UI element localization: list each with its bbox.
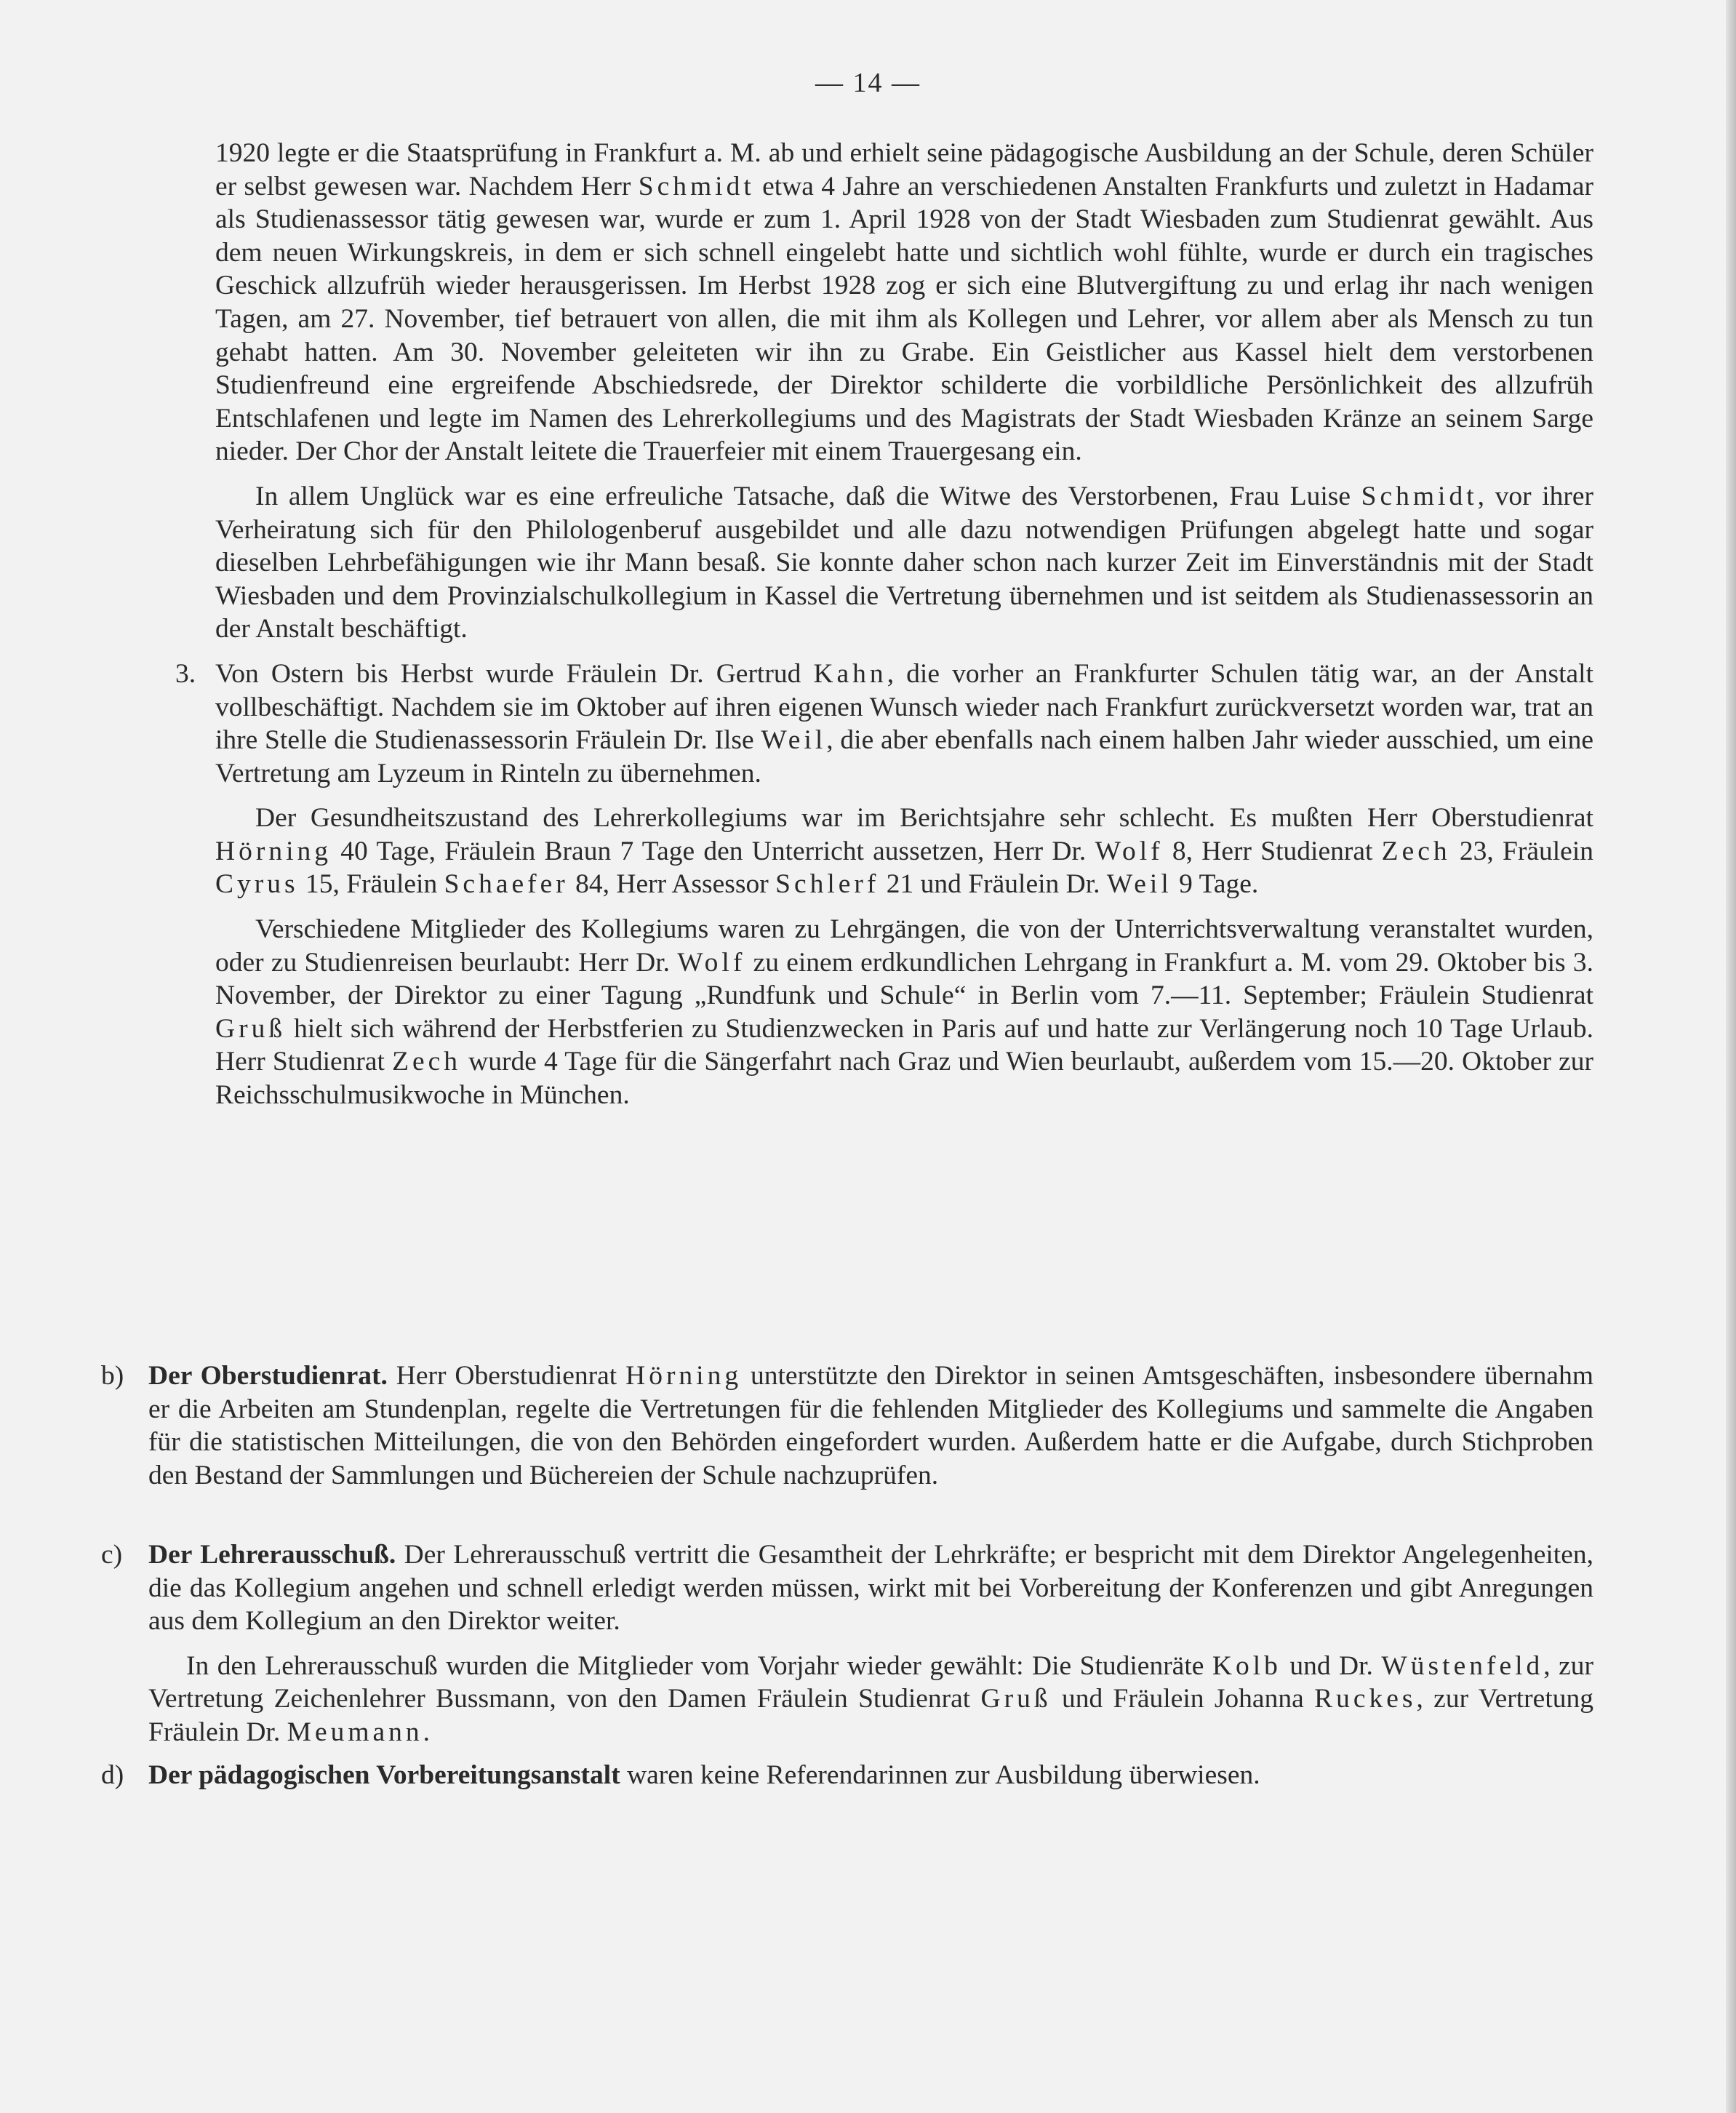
text-run: , vor ihrer Verheiratung sich für den Philologenberuf ausgebildet und alle dazu notwendigen Prüfungen abgelegt hatte und sogar dieselben Lehrbefähigungen wie ihr Mann besaß. Sie konnte daher schon nach kurzer Zeit im Einverständnis mit der Stadt Wiesbaden und dem Provinzialschulkollegium in Kassel die Vertretung übernehmen und ist seitdem als Studienassessorin an der Anstalt beschäftigt. <box>215 481 1593 644</box>
text-run: unterstützte den Direktor in seinen Amtsgeschäften, insbesondere übernahm er die Arbeiten am Stundenplan, regelte die Vertretungen für die fehlenden Mitglieder des Kollegiums und sammelte die Angaben für die statistischen Mitteilungen, die von den Behörden eingefordert wurden. Außerdem hatte er die Aufgabe, durch Stichproben den Bestand der Sammlungen und Büchereien der Schule nachzuprüfen. <box>148 1361 1593 1490</box>
text-run: In den Lehrerausschuß wurden die Mitglieder vom Vorjahr wieder gewählt: Die Studienräte <box>186 1650 1212 1681</box>
name-spaced: Zech <box>1381 836 1451 866</box>
name-spaced: Wolf <box>677 947 746 978</box>
text-run: und Fräulein Johanna <box>1051 1684 1315 1714</box>
text-run: , die vorher an Frankfurter Schulen tätig war, an der Anstalt vollbeschäftigt. Nachdem sie im Oktober auf ihren eigenen Wunsch wieder nach Frankfurt zurückversetzt worden war, trat an ihre Stelle die Studienassessorin Fräulein Dr. Ilse <box>215 658 1593 756</box>
text-run: waren keine Referendarinnen zur Ausbildung überwiesen. <box>620 1760 1260 1790</box>
section-c-members <box>148 1650 1593 1749</box>
text-run: 21 und Fräulein Dr. <box>879 869 1107 900</box>
text-run: In allem Unglück war es eine erfreuliche Tatsache, daß die Witwe des Verstorbenen, Frau Luise <box>255 481 1361 511</box>
text-run: Der Lehrerausschuß vertritt die Gesamtheit der Lehrkräfte; er bespricht mit dem Direktor Angelegenheiten, die das Kollegium angehen und schnell erledigt werden müssen, wirkt mit bei Vorbereitung der Konferenzen und gibt Anregungen aus dem Kollegium an den Direktor weiter. <box>148 1540 1593 1637</box>
text-run: wurde 4 Tage für die Sängerfahrt nach Graz und Wien beurlaubt, außerdem vom 15.—20. Oktober zur Reichsschulmusikwoche in München. <box>215 1047 1593 1111</box>
text-run: 1920 legte er die Staatsprüfung in Frankfurt a. M. ab und erhielt seine pädagogische Ausbildung an der Schule, deren Schüler er selbst gewesen war. Nachdem Herr <box>215 138 1593 201</box>
name-spaced: Cyrus <box>215 869 299 900</box>
section-heading: Der pädagogischen Vorbereitungsanstalt <box>148 1760 620 1790</box>
paragraph-courses <box>215 913 1593 1112</box>
name-spaced: Wolf <box>1095 836 1164 866</box>
text-run: , zur Vertretung Fräulein Dr. <box>148 1684 1593 1747</box>
text-run: 40 Tage, Fräulein Braun 7 Tage den Unterricht aussetzen, Herr Dr. <box>332 836 1095 866</box>
name-spaced: Weil <box>1106 869 1172 900</box>
text-run: Herr Oberstudienrat <box>387 1361 626 1391</box>
section-c-lehrerausschuss <box>102 1538 1593 1749</box>
name-spaced: Schmidt <box>1361 481 1478 511</box>
text-run: , zur Vertretung Zeichenlehrer Bussmann, von den Damen Fräulein Studienrat <box>148 1650 1593 1714</box>
text-run: Der Gesundheitszustand des Lehrerkollegiums war im Berichtsjahre sehr schlecht. Es mußten Herr Oberstudienrat <box>255 803 1593 834</box>
text-run: 9 Tage. <box>1172 869 1259 900</box>
paragraph-health <box>215 802 1593 901</box>
name-spaced: Gruß <box>980 1684 1052 1714</box>
text-run: 84, Herr Assessor <box>568 869 776 900</box>
text-run: und Dr. <box>1281 1650 1382 1681</box>
name-spaced: Ruckes <box>1314 1684 1417 1714</box>
name-spaced: Zech <box>392 1047 462 1077</box>
text-run: hielt sich während der Herbstferien zu Studienzwecken in Paris auf und hatte zur Verlängerung noch 10 Tage Urlaub. Herr Studienrat <box>215 1013 1593 1077</box>
main-text-block <box>175 137 1594 1124</box>
text-run: . <box>423 1717 431 1747</box>
name-spaced: Schmidt <box>638 171 755 201</box>
name-spaced: Gruß <box>215 1013 287 1044</box>
section-letter: d) <box>101 1760 124 1790</box>
section-heading: Der Oberstudienrat. <box>148 1361 388 1391</box>
text-run: , die aber ebenfalls nach einem halben Jahr wieder ausschied, um eine Vertretung am Lyzeum in Rinteln zu übernehmen. <box>215 725 1593 788</box>
section-b-oberstudienrat <box>102 1359 1593 1492</box>
item-number: 3. <box>175 658 196 689</box>
page-edge-shadow <box>1726 0 1736 2113</box>
text-run: Verschiedene Mitglieder des Kollegiums waren zu Lehrgängen, die von der Unterrichtsverwaltung veranstaltet wurden, oder zu Studienreisen beurlaubt: Herr Dr. <box>215 914 1593 978</box>
name-spaced: Kahn <box>813 658 887 689</box>
name-spaced: Schlerf <box>775 869 880 900</box>
name-spaced: Hörning <box>215 836 332 866</box>
page-number: — 14 — <box>815 68 921 98</box>
section-heading: Der Lehrerausschuß. <box>148 1540 396 1570</box>
name-spaced: Schaefer <box>444 869 569 900</box>
section-d-text <box>148 1759 1593 1792</box>
section-b-text <box>148 1359 1593 1492</box>
name-spaced: Wüstenfeld <box>1381 1650 1544 1681</box>
name-spaced: Kolb <box>1212 1650 1281 1681</box>
paragraph-widow-schmidt <box>215 480 1593 646</box>
text-run: 8, Herr Studienrat <box>1163 836 1382 866</box>
section-c-text <box>148 1538 1593 1638</box>
section-letter: b) <box>101 1361 124 1391</box>
name-spaced: Hörning <box>625 1361 743 1391</box>
text-run: Von Ostern bis Herbst wurde Fräulein Dr. Gertrud <box>215 658 814 689</box>
item-3-kahn <box>175 658 1593 790</box>
name-spaced: Weil <box>761 725 827 756</box>
text-run: zu einem erdkundlichen Lehrgang in Frankfurt a. M. vom 29. Oktober bis 3. November, der Direktor zu einer Tagung „Rundfunk und Schule“ in Berlin vom 7.—11. September; Fräulein Studienrat <box>215 947 1594 1011</box>
name-spaced: Meumann <box>287 1717 423 1747</box>
section-d-vorbereitungsanstalt <box>102 1759 1593 1792</box>
text-run: etwa 4 Jahre an verschiedenen Anstalten Frankfurts und zuletzt in Hadamar als Studienassessor tätig gewesen war, wurde er zum 1. April 1928 von der Stadt Wiesbaden zum Studienrat gewählt. Aus dem neuen Wirkungskreis, in dem er sich schnell eingelebt hatte und sichtlich wohl fühlte, wurde er durch ein tragisches Geschick allzufrüh wieder herausgerissen. Im Herbst 1928 zog er sich eine Blutvergiftung zu und erlag ihr nach wenigen Tagen, am 27. November, tief betrauert von allen, die mit ihm als Kollegen und Lehrer, vor allem aber als Mensch zu tun gehabt hatten. Am 30. November geleiteten wir ihn zu Grabe. Ein Geistlicher aus Kassel hielt dem verstorbenen Studienfreund eine ergreifende Abschiedsrede, der Direktor schilderte die vorbildliche Persönlichkeit des allzufrüh Entschlafenen und legte im Namen des Lehrerkollegiums und des Magistrats der Stadt Wiesbaden Kränze an seinem Sarge nieder. Der Chor der Anstalt leitete die Trauerfeier mit einem Trauergesang ein. <box>215 171 1593 467</box>
section-letter: c) <box>101 1540 123 1570</box>
text-run: 15, Fräulein <box>298 869 444 900</box>
text-run: 23, Fräulein <box>1450 836 1593 866</box>
paragraph-schmidt-biography <box>215 137 1593 468</box>
